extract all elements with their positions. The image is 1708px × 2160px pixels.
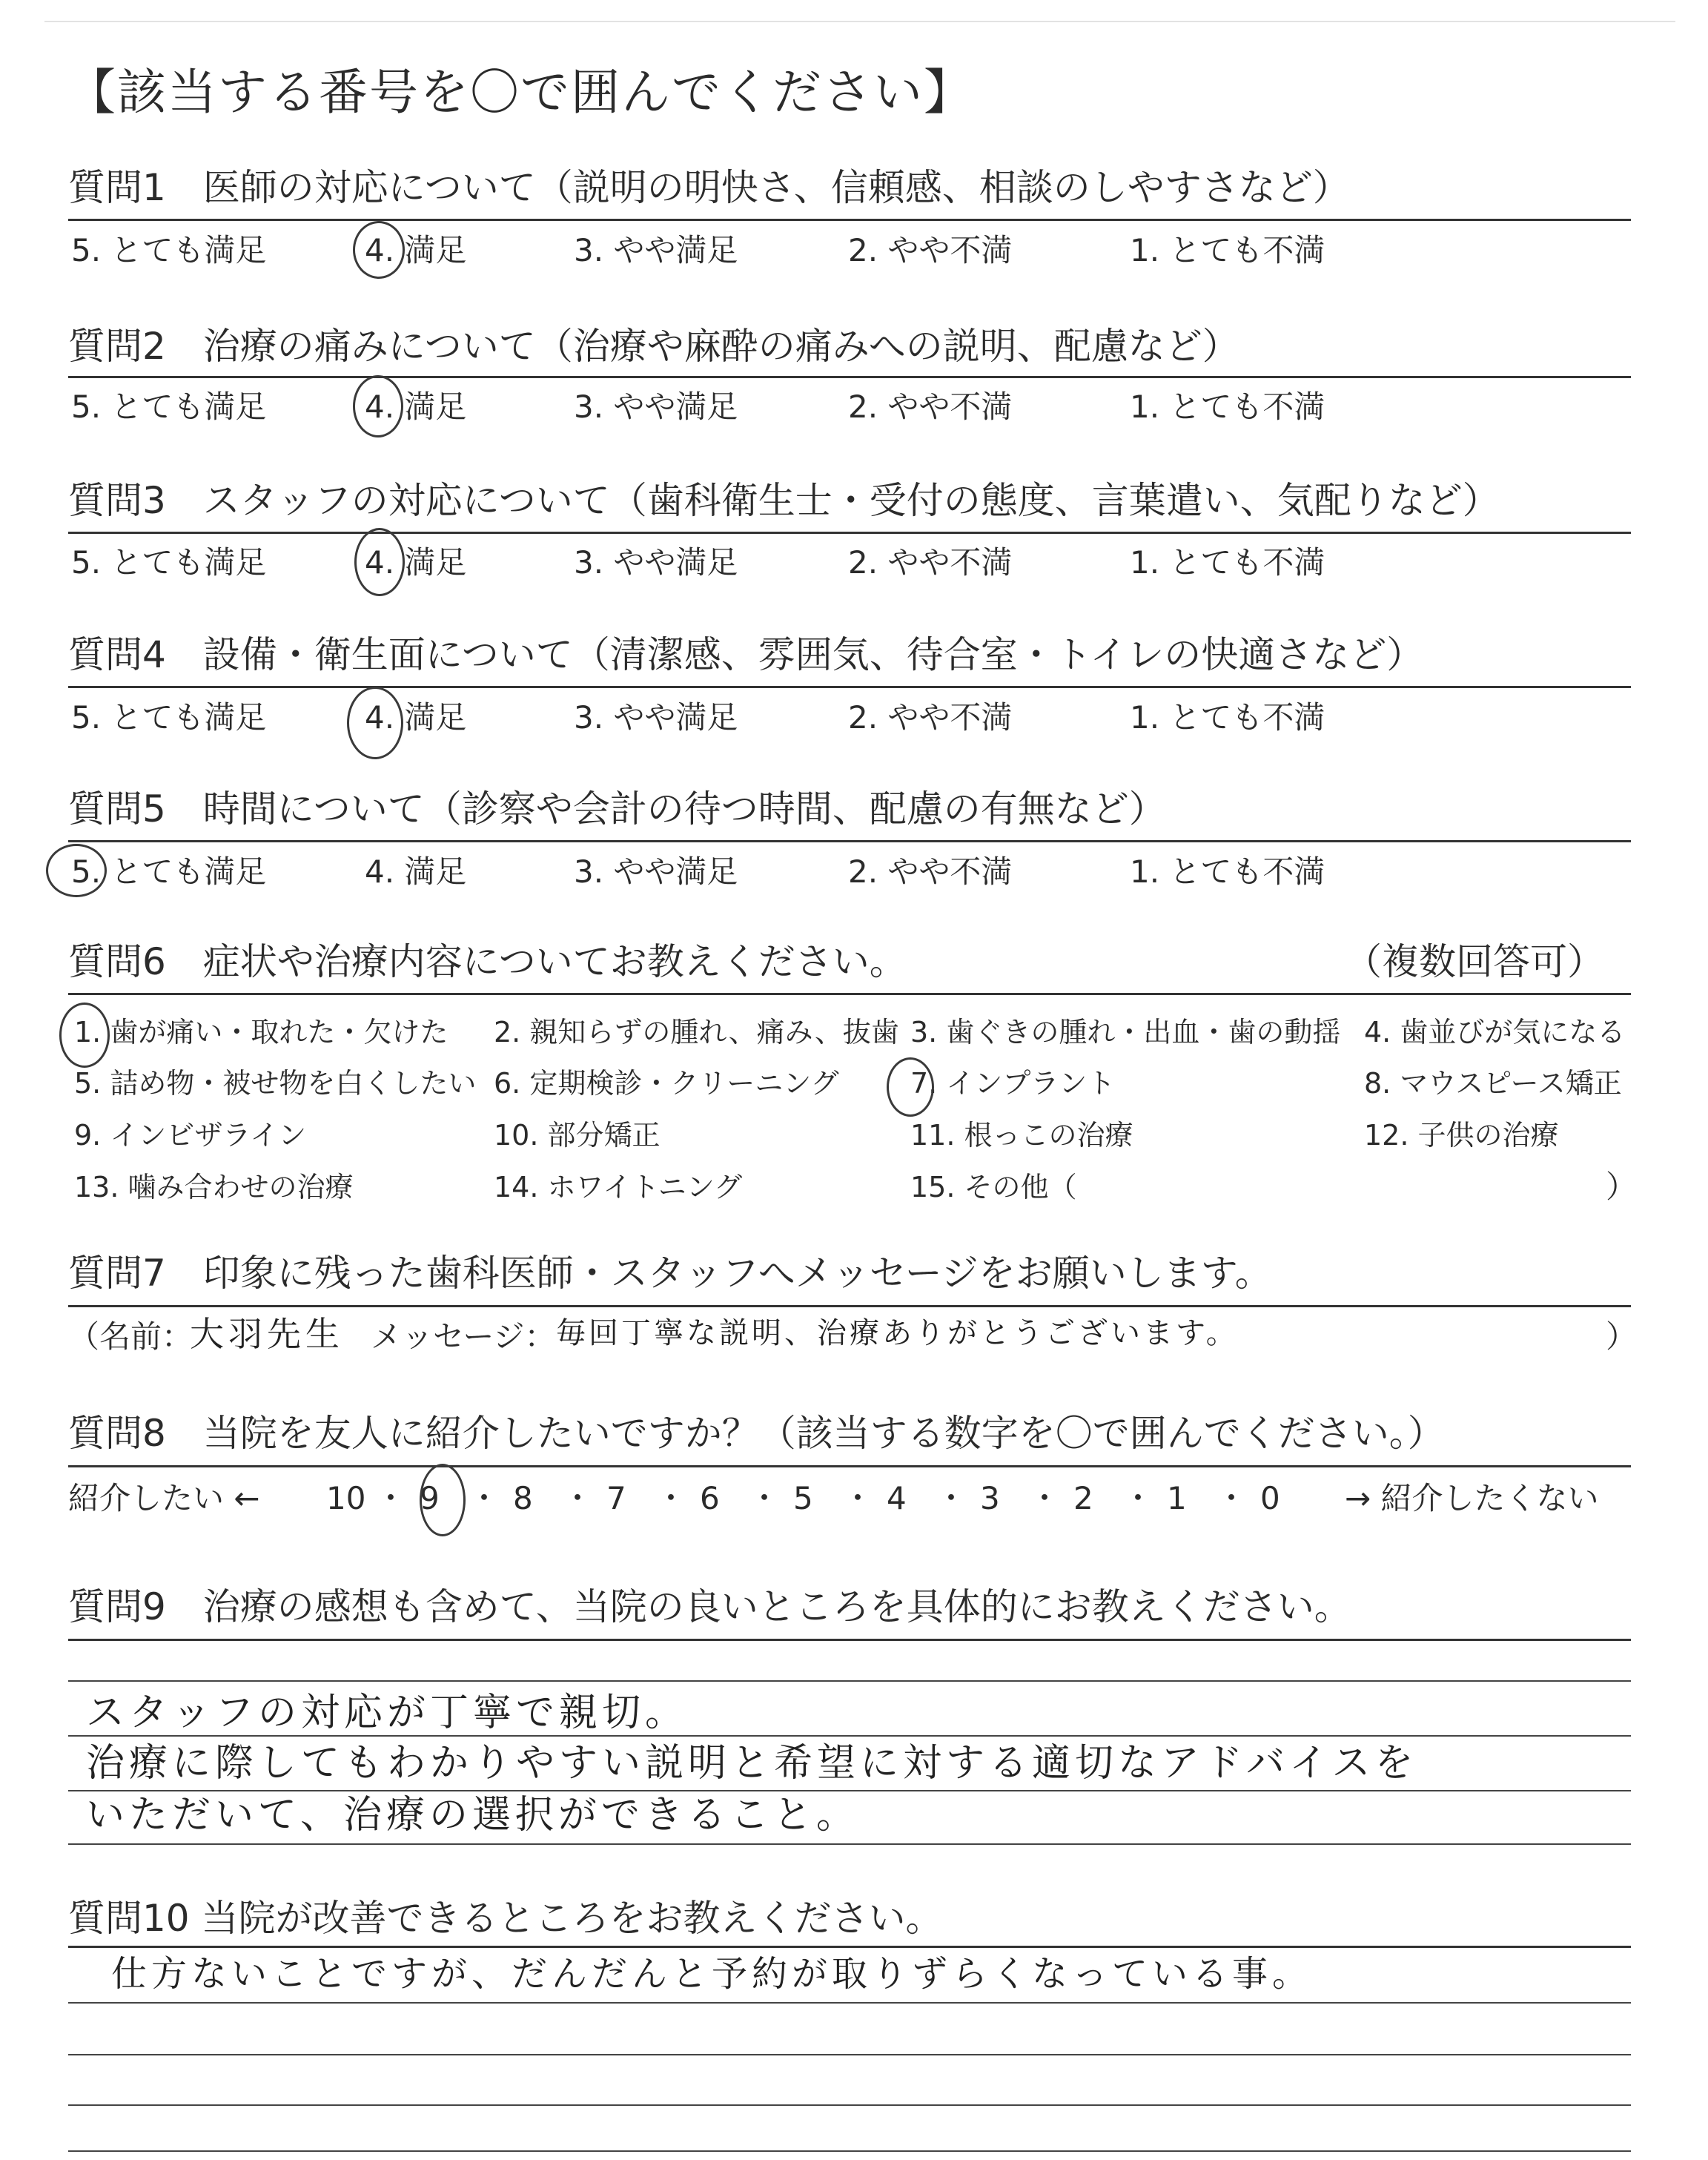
- q6-option-4[interactable]: 4. 歯並びが気になる: [1364, 1016, 1626, 1048]
- q7-message-value[interactable]: 毎回丁寧な説明、治療ありがとうございます。: [556, 1316, 1239, 1350]
- q10-answer-line-1: [68, 2002, 1631, 2004]
- q5-option-2[interactable]: 2. やや不満: [848, 853, 1013, 890]
- q1-option-2[interactable]: 2. やや不満: [848, 232, 1013, 268]
- question-6-note: （複数回答可）: [1345, 940, 1604, 983]
- q8-scale-value-3[interactable]: 3: [980, 1480, 1000, 1516]
- q8-scale-value-6[interactable]: 6: [700, 1480, 720, 1516]
- q6-option-6[interactable]: 6. 定期検診・クリーニング: [494, 1067, 839, 1100]
- q5-option-3[interactable]: 3. やや満足: [574, 853, 738, 890]
- q2-option-1[interactable]: 1. とても不満: [1130, 389, 1325, 425]
- q4-option-4[interactable]: 4. 満足: [365, 699, 467, 736]
- q6-option-12[interactable]: 12. 子供の治療: [1364, 1119, 1559, 1152]
- q4-option-3[interactable]: 3. やや満足: [574, 699, 738, 736]
- question-1-rule: [68, 219, 1631, 221]
- q10-answer-line-4: [68, 2150, 1631, 2152]
- q6-option-3[interactable]: 3. 歯ぐきの腫れ・出血・歯の動揺: [910, 1016, 1341, 1048]
- q6-selection-circle-7: [887, 1057, 934, 1117]
- q8-scale-separator: ・: [936, 1480, 967, 1516]
- q1-option-5[interactable]: 5. とても満足: [71, 232, 267, 268]
- q10-answer-text-1[interactable]: 仕方ないことですが、だんだんと予約が取りずらくなっている事。: [111, 1953, 1313, 1995]
- q6-option-14[interactable]: 14. ホワイトニング: [494, 1171, 743, 1203]
- q5-option-5[interactable]: 5. とても満足: [71, 853, 267, 890]
- q3-option-2[interactable]: 2. やや不満: [848, 544, 1013, 581]
- q1-option-1[interactable]: 1. とても不満: [1130, 232, 1325, 268]
- question-7-rule: [68, 1305, 1631, 1307]
- q2-option-4[interactable]: 4. 満足: [365, 389, 467, 425]
- question-4-title: 質問4 設備・衛生面について（清潔感、雰囲気、待合室・トイレの快適さなど）: [68, 633, 1424, 676]
- question-8-rule: [68, 1465, 1631, 1467]
- q8-scale-value-7[interactable]: 7: [606, 1480, 626, 1516]
- q8-scale-separator: ・: [655, 1480, 687, 1516]
- q8-scale-separator: ・: [562, 1480, 594, 1516]
- q1-selection-circle: [353, 221, 405, 279]
- question-9-title: 質問9 治療の感想も含めて、当院の良いところを具体的にお教えください。: [68, 1585, 1351, 1628]
- q8-scale-separator: ・: [749, 1480, 781, 1516]
- q8-scale-value-0[interactable]: 0: [1260, 1480, 1280, 1516]
- q8-left-label: 紹介したい ←: [68, 1480, 260, 1516]
- question-1-title: 質問1 医師の対応について（説明の明快さ、信頼感、相談のしやすさなど）: [68, 166, 1350, 209]
- q8-scale-separator: ・: [1029, 1480, 1061, 1516]
- q3-option-1[interactable]: 1. とても不満: [1130, 544, 1325, 581]
- q8-scale-separator: ・: [375, 1480, 407, 1516]
- q4-option-2[interactable]: 2. やや不満: [848, 699, 1013, 736]
- q6-selection-circle-1: [59, 1003, 110, 1068]
- q8-scale-separator: ・: [1122, 1480, 1154, 1516]
- q9-answer-line-2: [68, 1735, 1631, 1737]
- q6-option-5[interactable]: 5. 詰め物・被せ物を白くしたい: [74, 1067, 477, 1100]
- q8-scale-separator: ・: [842, 1480, 874, 1516]
- q2-option-2[interactable]: 2. やや不満: [848, 389, 1013, 425]
- q2-option-5[interactable]: 5. とても満足: [71, 389, 267, 425]
- q6-option-9[interactable]: 9. インビザライン: [74, 1119, 307, 1152]
- question-10-title: 質問10 当院が改善できるところをお教えください。: [68, 1897, 943, 1940]
- question-10-rule: [68, 1946, 1631, 1948]
- question-9-rule: [68, 1639, 1631, 1641]
- q6-option-13[interactable]: 13. 噛み合わせの治療: [74, 1171, 354, 1203]
- question-5-title: 質問5 時間について（診察や会計の待つ時間、配慮の有無など）: [68, 787, 1166, 830]
- q4-selection-circle: [347, 687, 403, 759]
- q8-scale-value-4[interactable]: 4: [887, 1480, 907, 1516]
- q8-scale-value-8[interactable]: 8: [513, 1480, 533, 1516]
- page-title: 【該当する番号を〇で囲んでください】: [67, 64, 974, 121]
- q4-option-5[interactable]: 5. とても満足: [71, 699, 267, 736]
- q10-answer-line-3: [68, 2104, 1631, 2106]
- q9-answer-text-2[interactable]: 治療に際してもわかりやすい説明と希望に対する適切なアドバイスを: [86, 1741, 1418, 1786]
- q9-answer-text-1[interactable]: スタッフの対応が丁寧で親切。: [86, 1691, 689, 1735]
- q7-close-paren: ）: [1606, 1318, 1638, 1355]
- question-8-title: 質問8 当院を友人に紹介したいですか？（該当する数字を〇で囲んでください。）: [68, 1412, 1445, 1455]
- question-2-rule: [68, 376, 1631, 378]
- q8-scale-separator: ・: [469, 1480, 500, 1516]
- question-6-title: 質問6 症状や治療内容についてお教えください。: [68, 940, 907, 983]
- q8-right-label: → 紹介したくない: [1345, 1480, 1599, 1516]
- question-5-rule: [68, 840, 1631, 842]
- q1-option-3[interactable]: 3. やや満足: [574, 232, 738, 268]
- q7-name-label: （名前：: [68, 1318, 193, 1355]
- q2-option-3[interactable]: 3. やや満足: [574, 389, 738, 425]
- q10-answer-line-2: [68, 2054, 1631, 2055]
- q6-option-8[interactable]: 8. マウスピース矯正: [1364, 1067, 1622, 1100]
- q3-selection-circle: [354, 528, 405, 596]
- q8-scale-value-5[interactable]: 5: [793, 1480, 813, 1516]
- q9-answer-line-1: [68, 1680, 1631, 1682]
- top-border: [44, 21, 1675, 22]
- question-7-title: 質問7 印象に残った歯科医師・スタッフへメッセージをお願いします。: [68, 1252, 1272, 1295]
- question-6-rule: [68, 993, 1631, 995]
- question-3-title: 質問3 スタッフの対応について（歯科衛生士・受付の態度、言葉遣い、気配りなど）: [68, 479, 1500, 522]
- q3-option-5[interactable]: 5. とても満足: [71, 544, 267, 581]
- q6-option-1[interactable]: 1. 歯が痛い・取れた・欠けた: [74, 1016, 448, 1048]
- q9-answer-line-4: [68, 1843, 1631, 1845]
- q3-option-3[interactable]: 3. やや満足: [574, 544, 738, 581]
- q8-scale-value-1[interactable]: 1: [1167, 1480, 1187, 1516]
- q7-message-label: メッセージ：: [371, 1318, 556, 1355]
- q7-name-value[interactable]: 大羽先生: [190, 1314, 344, 1354]
- q3-option-4[interactable]: 4. 満足: [365, 544, 467, 581]
- q9-answer-line-3: [68, 1790, 1631, 1791]
- q8-selection-circle: [420, 1464, 466, 1536]
- q1-option-4[interactable]: 4. 満足: [365, 232, 467, 268]
- question-3-rule: [68, 532, 1631, 534]
- q9-answer-text-3[interactable]: いただいて、治療の選択ができること。: [86, 1793, 859, 1837]
- question-2-title: 質問2 治療の痛みについて（治療や麻酔の痛みへの説明、配慮など）: [68, 325, 1239, 368]
- q6-option-11[interactable]: 11. 根っこの治療: [910, 1119, 1133, 1152]
- q8-scale-separator: ・: [1216, 1480, 1248, 1516]
- q5-option-4[interactable]: 4. 満足: [365, 853, 467, 890]
- q6-option-10[interactable]: 10. 部分矯正: [494, 1119, 661, 1152]
- q6-option-15[interactable]: 15. その他（: [910, 1171, 1077, 1203]
- q8-scale-value-2[interactable]: 2: [1073, 1480, 1093, 1516]
- q8-scale-value-9[interactable]: 9: [420, 1480, 440, 1516]
- q4-option-1[interactable]: 1. とても不満: [1130, 699, 1325, 736]
- q5-option-1[interactable]: 1. とても不満: [1130, 853, 1325, 890]
- question-4-rule: [68, 686, 1631, 688]
- q6-other-close-paren: ）: [1606, 1169, 1638, 1205]
- q8-scale-value-10[interactable]: 10: [326, 1480, 366, 1516]
- q5-selection-circle: [46, 844, 107, 897]
- q6-option-2[interactable]: 2. 親知らずの腫れ、痛み、抜歯: [494, 1016, 899, 1048]
- q6-option-7[interactable]: 7. インプラント: [910, 1067, 1116, 1100]
- q2-selection-circle: [353, 375, 403, 437]
